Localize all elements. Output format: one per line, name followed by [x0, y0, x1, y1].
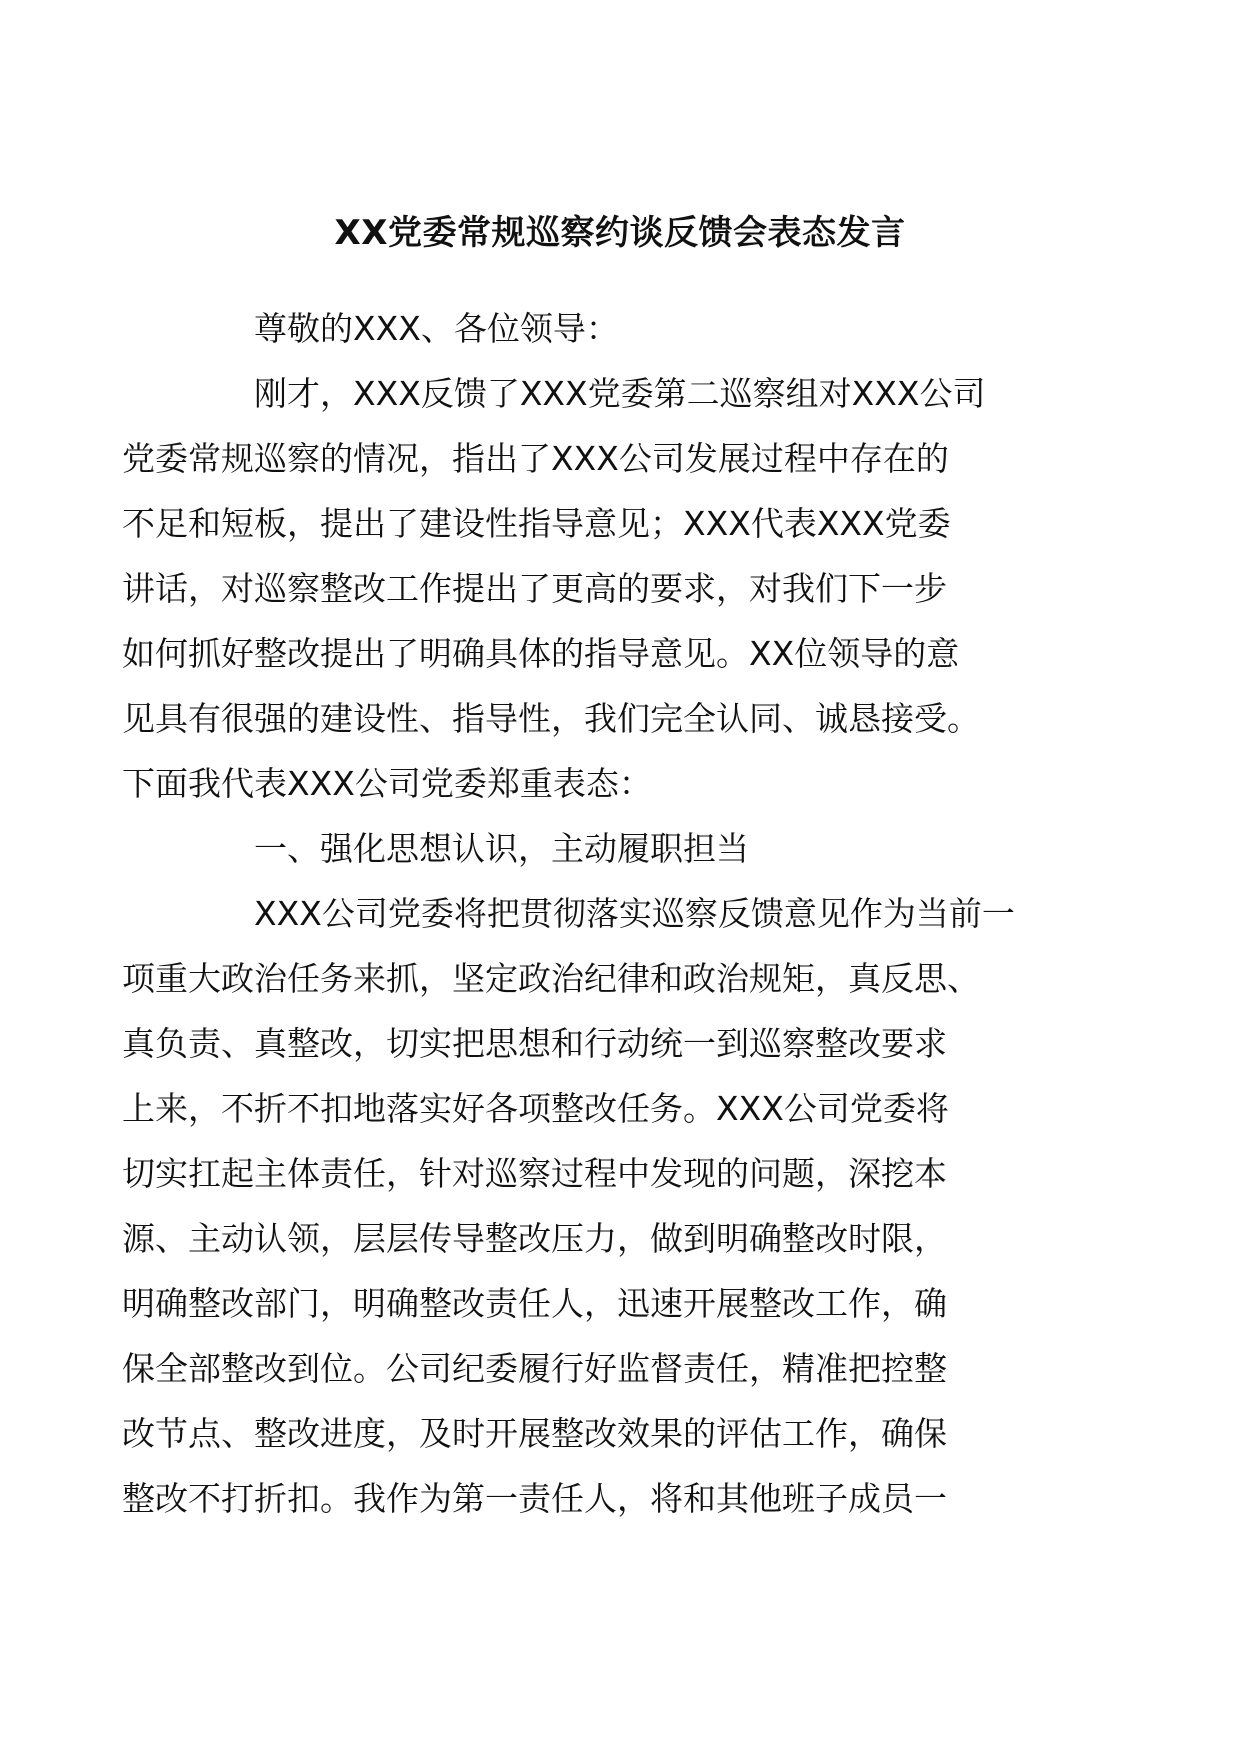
text-line: 讲话，对巡察整改工作提出了更高的要求，对我们下一步: [122, 569, 947, 608]
text-line: 下面我代表XXX公司党委郑重表态：: [122, 764, 652, 803]
text-line: 真负责、真整改，切实把思想和行动统一到巡察整改要求: [122, 1024, 947, 1063]
text-line: 刚才，XXX反馈了XXX党委第二巡察组对XXX公司: [254, 374, 986, 413]
text-line: 上来，不折不扣地落实好各项整改任务。XXX公司党委将: [122, 1089, 949, 1128]
text-line: 见具有很强的建设性、指导性，我们完全认同、诚恳接受。: [122, 699, 980, 738]
text-line: 党委常规巡察的情况，指出了XXX公司发展过程中存在的: [122, 439, 949, 478]
intro-paragraph: [122, 361, 1056, 816]
text-line: 不足和短板，提出了建设性指导意见；XXX代表XXX党委: [122, 504, 951, 543]
section-paragraph: [122, 881, 1056, 1531]
text-line: 一、强化思想认识，主动履职担当: [254, 829, 749, 868]
text-line: 改节点、整改进度，及时开展整改效果的评估工作，确保: [122, 1414, 947, 1453]
text-line: 尊敬的XXX、各位领导：: [254, 309, 619, 348]
section-heading: [188, 816, 1056, 881]
text-line: 整改不打折扣。我作为第一责任人，将和其他班子成员一: [122, 1479, 947, 1518]
document-title: XX党委常规巡察约谈反馈会表态发言: [334, 213, 906, 253]
salutation-paragraph: [188, 296, 1056, 361]
text-line: 项重大政治任务来抓，坚定政治纪律和政治规矩，真反思、: [122, 959, 980, 998]
document-body: [122, 296, 1056, 1531]
text-line: 保全部整改到位。公司纪委履行好监督责任，精准把控整: [122, 1349, 947, 1388]
text-line: 明确整改部门，明确整改责任人，迅速开展整改工作，确: [122, 1284, 947, 1323]
text-line: 切实扛起主体责任，针对巡察过程中发现的问题，深挖本: [122, 1154, 947, 1193]
text-line: 源、主动认领，层层传导整改压力，做到明确整改时限，: [122, 1219, 947, 1258]
text-line: 如何抓好整改提出了明确具体的指导意见。XX位领导的意: [122, 634, 960, 673]
text-line: XXX公司党委将把贯彻落实巡察反馈意见作为当前一: [254, 894, 1015, 933]
